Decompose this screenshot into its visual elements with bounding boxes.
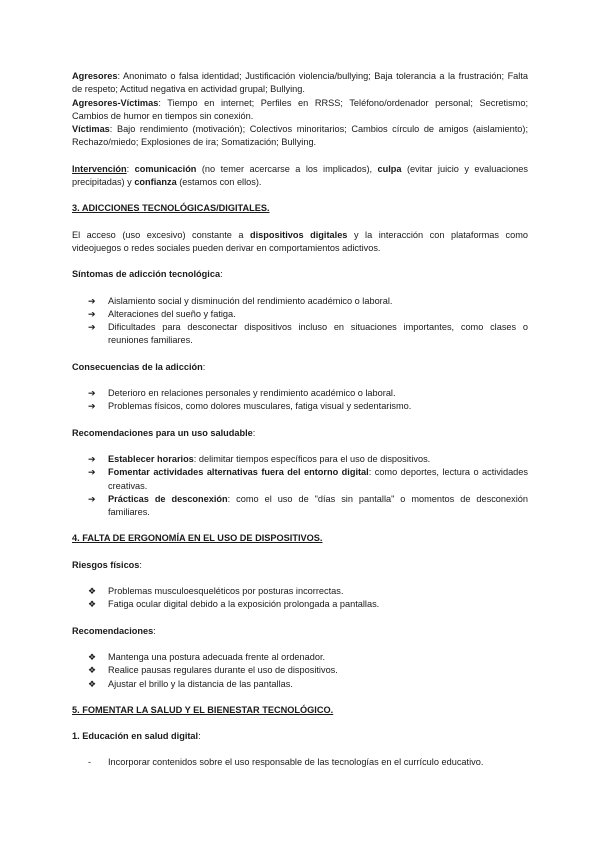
intervencion-culpa: culpa [377, 163, 402, 174]
arrow-icon: ➔ [88, 453, 96, 464]
list-item [72, 756, 528, 769]
list-item-text: : como el uso de "días sin pantalla" o momentos de desconexión familiares. [108, 493, 528, 518]
section-3-intro [72, 229, 528, 256]
list-item-text: Aislamiento social y disminución del rendimiento académico o laboral. [108, 295, 393, 306]
list-item-text: Alteraciones del sueño y fatiga. [108, 308, 236, 319]
recomendaciones-ergonomia-title [72, 625, 528, 638]
section-4-heading: 4. FALTA DE ERGONOMÍA EN EL USO DE DISPOSITIVOS. [72, 533, 323, 544]
document-page [72, 70, 528, 770]
list-item [72, 295, 528, 308]
consecuencias-title [72, 361, 528, 374]
section-3-heading: 3. ADICCIONES TECNOLÓGICAS/DIGITALES. [72, 203, 270, 214]
arrow-icon: ➔ [88, 295, 96, 306]
educacion-list [72, 756, 528, 769]
educacion-title-text: 1. Educación en salud digital [72, 731, 199, 742]
list-item-text: Problemas musculoesqueléticos por posturas incorrectas. [108, 586, 344, 597]
list-item [72, 453, 528, 466]
list-item-text: Deterioro en relaciones personales y rendimiento académico o laboral. [108, 388, 396, 399]
arrow-icon: ➔ [88, 467, 96, 478]
intro-text-a: El acceso (uso excesivo) constante a [72, 229, 251, 240]
sintomas-list [72, 295, 528, 348]
dash-bullet-icon: - [88, 757, 91, 768]
riesgos-title [72, 559, 528, 572]
arrow-icon: ➔ [88, 388, 96, 399]
list-item [72, 308, 528, 321]
list-item-text: Ajustar el brillo y la distancia de las pantallas. [108, 678, 293, 689]
intervencion-confianza: confianza [134, 177, 177, 188]
list-item [72, 466, 528, 493]
riesgos-list [72, 585, 528, 612]
diamond-bullet-icon: ❖ [88, 599, 97, 610]
arrow-icon: ➔ [88, 308, 96, 319]
intervencion-text-2: (evitar juicio y evaluaciones precipitadas) y [72, 163, 528, 188]
intro-text-c: y la interacción con plataformas como videojuegos o redes sociales pueden derivar en comportamientos adictivos. [72, 229, 528, 253]
list-item-text: Mantenga una postura adecuada frente al ordenador. [108, 651, 326, 662]
list-item [72, 493, 528, 520]
diamond-bullet-icon: ❖ [88, 678, 97, 689]
recomendaciones-ergonomia-colon: : [153, 625, 156, 636]
recomendaciones-ergonomia-list [72, 651, 528, 691]
diamond-bullet-icon: ❖ [88, 586, 97, 597]
list-item-bold: Establecer horarios [108, 453, 194, 464]
list-item-text: Fatiga ocular digital debido a la exposición prolongada a pantallas. [108, 599, 380, 610]
sintomas-colon: : [220, 269, 223, 280]
list-item-text: Dificultades para desconectar dispositivos incluso en situaciones importantes, como clases o reuniones familiares. [108, 322, 528, 346]
intro-text-b: dispositivos digitales [250, 229, 348, 240]
diamond-bullet-icon: ❖ [88, 665, 97, 676]
intervencion-colon: : [126, 163, 135, 174]
intervencion-comunicacion: comunicación [134, 163, 197, 174]
recomendaciones-uso-title-text: Recomendaciones para un uso saludable [72, 427, 253, 438]
intervencion-text-1: (no temer acercarse a los implicados), [196, 163, 378, 174]
arrow-icon: ➔ [88, 401, 96, 412]
list-item [72, 400, 528, 413]
intervencion-text-3: (estamos con ellos). [176, 177, 262, 188]
recomendaciones-ergonomia-title-text: Recomendaciones [72, 625, 154, 636]
list-item-bold: Fomentar actividades alternativas fuera del entorno digital [108, 467, 369, 478]
agresores-victimas-paragraph [72, 97, 528, 124]
agresores-paragraph [72, 70, 528, 97]
intervencion-label: Intervención [72, 163, 127, 174]
list-item [72, 321, 528, 348]
agresores-victimas-text: : Tiempo en internet; Perfiles en RRSS; Teléfono/ordenador personal; Secretismo; Cambios de humor en tiempos sin conexión. [72, 97, 528, 121]
victimas-label: Víctimas [72, 124, 110, 135]
victimas-paragraph [72, 123, 528, 150]
agresores-text: : Anonimato o falsa identidad; Justificación violencia/bullying; Baja tolerancia a la frustración; Falta de respeto; Actitud negativa en actividad grupal; Bullying. [72, 71, 528, 95]
consecuencias-title-text: Consecuencias de la adicción [72, 361, 203, 372]
riesgos-colon: : [139, 559, 142, 570]
list-item [72, 678, 528, 691]
recomendaciones-uso-list [72, 453, 528, 519]
arrow-icon: ➔ [88, 493, 96, 504]
victimas-text: : Bajo rendimiento (motivación); Colectivos minoritarios; Cambios círculo de amigos (aislamiento); Rechazo/miedo; Explosiones de ira; Somatización; Bullying. [72, 124, 528, 148]
section-5-heading: 5. FOMENTAR LA SALUD Y EL BIENESTAR TECNOLÓGICO. [72, 704, 334, 715]
arrow-icon: ➔ [88, 322, 96, 333]
recomendaciones-uso-title [72, 427, 528, 440]
list-item-bold: Prácticas de desconexión [108, 493, 228, 504]
list-item-text: : delimitar tiempos específicos para el uso de dispositivos. [193, 453, 431, 464]
diamond-bullet-icon: ❖ [88, 651, 97, 662]
list-item [72, 598, 528, 611]
list-item [72, 585, 528, 598]
riesgos-title-text: Riesgos físicos [72, 559, 140, 570]
list-item [72, 387, 528, 400]
list-item [72, 651, 528, 664]
sintomas-title [72, 268, 528, 281]
educacion-title [72, 730, 528, 743]
agresores-victimas-label: Agresores-Víctimas [72, 97, 159, 108]
consecuencias-colon: : [202, 361, 206, 372]
list-item-text: : como deportes, lectura o actividades creativas. [108, 467, 528, 491]
consecuencias-list [72, 387, 528, 414]
list-item-text: Problemas físicos, como dolores musculares, fatiga visual y sedentarismo. [108, 401, 412, 412]
list-item [72, 664, 528, 677]
educacion-colon: : [198, 731, 201, 742]
intervencion-paragraph [72, 163, 528, 190]
recomendaciones-uso-colon: : [252, 427, 256, 438]
list-item-text: Realice pausas regulares durante el uso de dispositivos. [108, 665, 338, 676]
agresores-label: Agresores [72, 71, 118, 81]
sintomas-title-text: Síntomas de adicción tecnológica [72, 269, 221, 280]
list-item-text: Incorporar contenidos sobre el uso responsable de las tecnologías en el currículo educativo. [108, 757, 484, 768]
